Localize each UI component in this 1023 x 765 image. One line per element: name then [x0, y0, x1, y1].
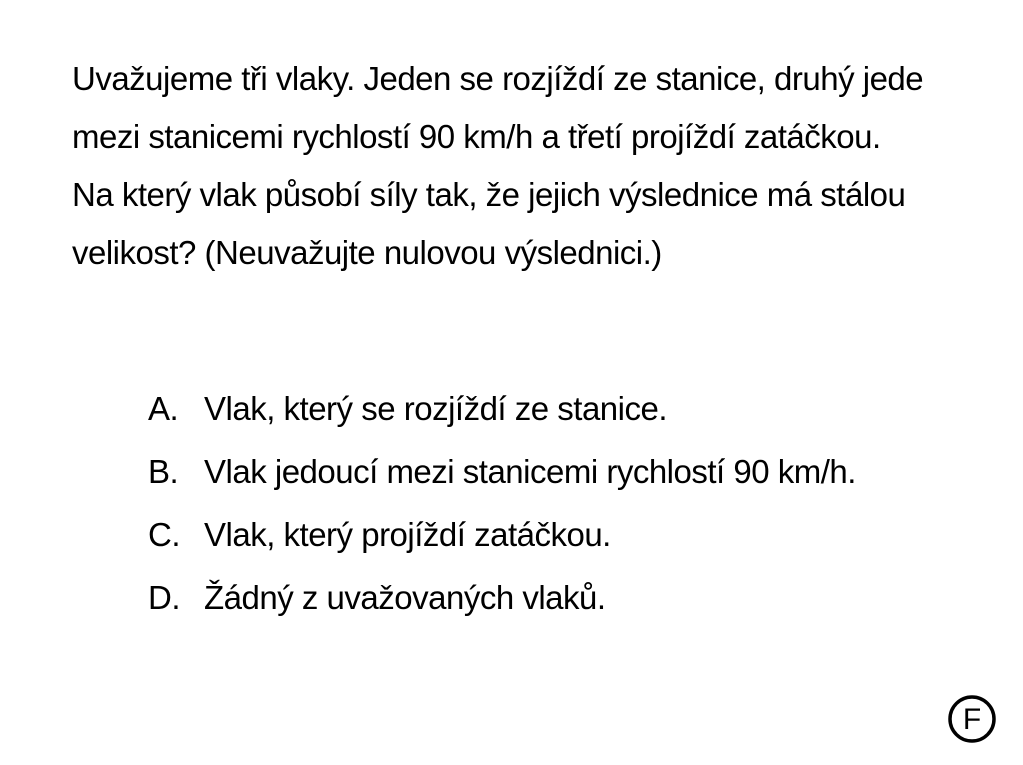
option-b — [148, 443, 968, 500]
option-letter: D. — [148, 579, 180, 616]
option-d — [148, 569, 968, 626]
question-paragraph-2: Na který vlak působí síly tak, že jejich výslednice má stálou velikost? (Neuvažujte nulovou výslednici.) — [72, 176, 906, 271]
circled-letter-icon — [947, 694, 997, 744]
option-text: Vlak, který se rozjíždí ze stanice. — [204, 390, 668, 427]
option-letter: B. — [148, 453, 179, 490]
option-a — [148, 380, 968, 437]
option-text: Žádný z uvažovaných vlaků. — [204, 579, 606, 616]
option-text: Vlak, který projíždí zatáčkou. — [204, 516, 611, 553]
option-text: Vlak jedoucí mezi stanicemi rychlostí 90 km/h. — [204, 453, 856, 490]
badge-letter: F — [962, 703, 982, 736]
option-c — [148, 506, 968, 563]
question-paragraph-1: Uvažujeme tři vlaky. Jeden se rozjíždí ze stanice, druhý jede mezi stanicemi rychlostí 90 km/h a třetí projíždí zatáčkou. — [72, 60, 924, 155]
question-text — [72, 50, 972, 282]
option-letter: A. — [148, 390, 179, 427]
answer-options — [148, 380, 968, 632]
option-letter: C. — [148, 516, 180, 553]
